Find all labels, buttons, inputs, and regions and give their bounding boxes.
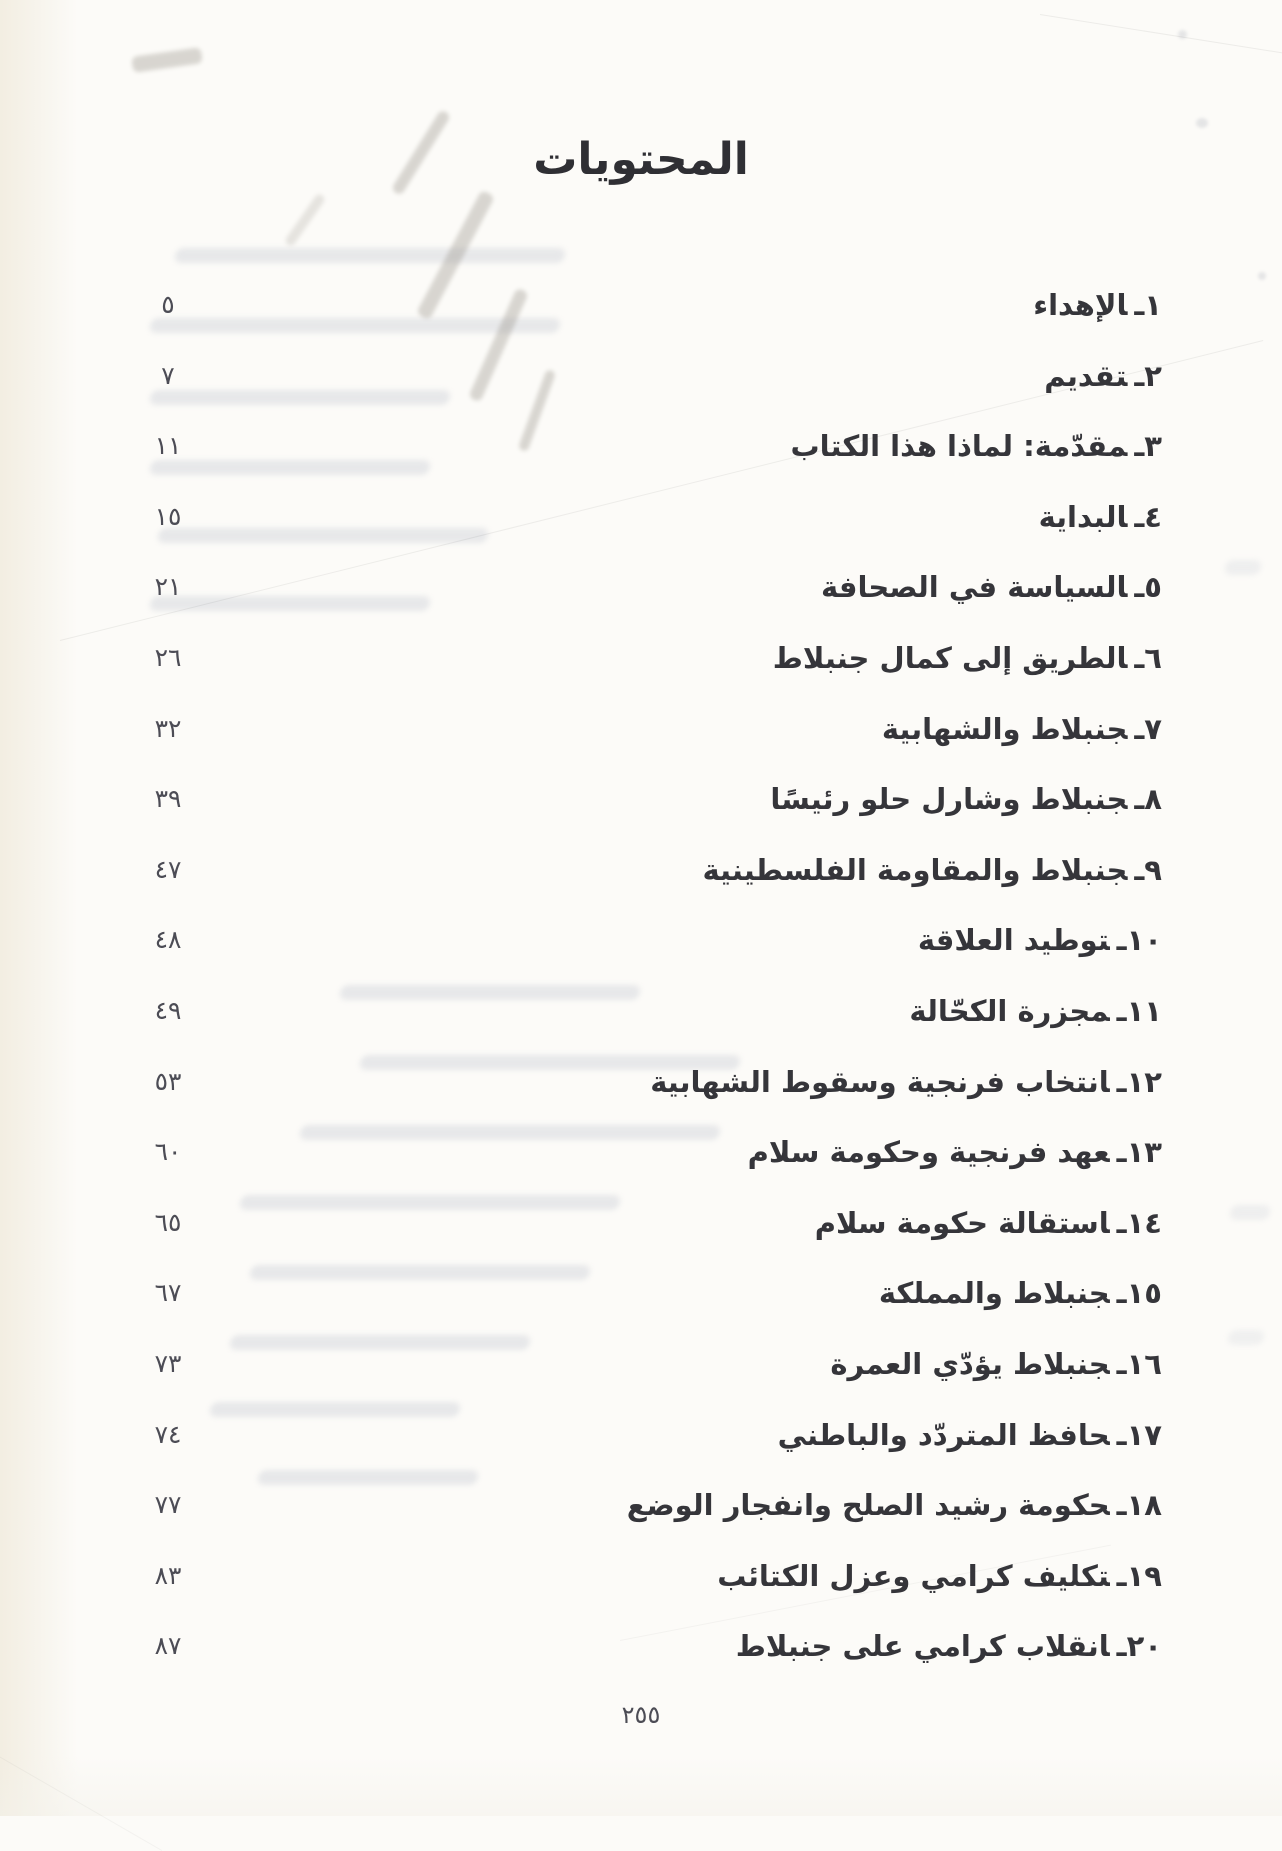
toc-row — [0, 918, 1282, 962]
toc-entry — [650, 1060, 1162, 1104]
chapter-title: حكومة رشيد الصلح وانفجار الوضع — [626, 1488, 1110, 1523]
toc-row — [0, 1130, 1282, 1174]
toc-row — [0, 1201, 1282, 1245]
chapter-title: البداية — [1038, 499, 1128, 534]
toc-entry — [815, 1201, 1162, 1245]
chapter-title: جنبلاط وشارل حلو رئيسًا — [770, 782, 1128, 817]
toc-row — [0, 1413, 1282, 1457]
toc-entry — [1044, 354, 1162, 398]
toc-row — [0, 636, 1282, 680]
chapter-number: ٣ـ — [1134, 429, 1162, 464]
toc-row — [0, 424, 1282, 468]
chapter-title: مجزرة الكحّالة — [909, 994, 1110, 1028]
chapter-number: ٦ـ — [1134, 641, 1162, 675]
page-number: ٣٢ — [154, 713, 182, 743]
chapter-number: ١٢ـ — [1116, 1064, 1162, 1099]
toc-entry — [717, 1554, 1162, 1598]
toc-entry — [748, 1130, 1162, 1174]
chapter-number: ٨ـ — [1134, 782, 1162, 817]
toc-row — [0, 565, 1282, 609]
chapter-number: ٥ـ — [1134, 570, 1162, 605]
toc-entry — [1033, 283, 1162, 327]
page-number: ٣٩ — [154, 784, 182, 814]
toc-row — [0, 777, 1282, 821]
scan-speck — [1196, 118, 1208, 128]
page-number: ٧ — [161, 360, 175, 390]
page-number: ٦٥ — [154, 1207, 182, 1237]
toc-row — [0, 707, 1282, 751]
page-number: ٥٣ — [154, 1066, 182, 1096]
toc-row — [0, 989, 1282, 1033]
chapter-title: جنبلاط والمقاومة الفلسطينية — [702, 852, 1128, 887]
chapter-title: مقدّمة: لماذا هذا الكتاب — [790, 429, 1128, 464]
page-number: ٦٠ — [154, 1137, 182, 1167]
chapter-number: ١٤ـ — [1116, 1205, 1162, 1240]
chapter-number: ١٣ـ — [1116, 1135, 1162, 1170]
toc-entry — [918, 918, 1162, 962]
chapter-number: ١٠ـ — [1116, 923, 1162, 958]
pencil-smudge — [284, 193, 327, 248]
chapter-number: ١٥ـ — [1116, 1276, 1162, 1311]
toc-entry — [770, 777, 1162, 821]
page-number: ٤٧ — [154, 854, 182, 884]
chapter-number: ٩ـ — [1134, 852, 1162, 887]
chapter-title: حافظ المتردّد والباطني — [777, 1417, 1110, 1452]
chapter-number: ١٨ـ — [1116, 1488, 1162, 1523]
page-number: ٢١ — [154, 572, 182, 602]
scan-speck — [1258, 272, 1266, 280]
toc-row — [0, 1342, 1282, 1386]
toc-row — [0, 848, 1282, 892]
chapter-number: ٤ـ — [1134, 499, 1162, 534]
page-number: ٤٩ — [154, 996, 182, 1025]
toc-row — [0, 1483, 1282, 1527]
page-title: المحتويات — [533, 134, 749, 185]
page-number: ٥ — [161, 290, 175, 319]
chapter-title: توطيد العلاقة — [917, 923, 1110, 958]
chapter-title: السياسة في الصحافة — [820, 570, 1128, 605]
chapter-number: ٢٠ـ — [1116, 1629, 1162, 1664]
chapter-title: عهد فرنجية وحكومة سلام — [747, 1135, 1110, 1170]
chapter-number: ١ـ — [1134, 288, 1162, 322]
chapter-title: انتخاب فرنجية وسقوط الشهابية — [650, 1064, 1110, 1099]
page-number: ٦٧ — [154, 1278, 182, 1308]
page-number: ٧٣ — [154, 1349, 182, 1378]
toc-entry — [627, 1483, 1162, 1527]
chapter-title: تكليف كرامي وعزل الكتائب — [717, 1558, 1110, 1593]
page-number: ١١ — [154, 431, 182, 461]
bleedthrough-artifact — [174, 248, 566, 263]
page-number: ٨٧ — [154, 1631, 182, 1661]
toc-entry — [879, 1271, 1162, 1315]
toc-row — [0, 1271, 1282, 1315]
toc-entry — [790, 424, 1162, 468]
chapter-number: ١٧ـ — [1116, 1417, 1162, 1452]
toc-entry — [702, 848, 1162, 892]
toc-entry — [909, 989, 1162, 1033]
page-number: ٢٦ — [154, 643, 182, 672]
toc-row — [0, 495, 1282, 539]
page-number: ١٥ — [154, 501, 182, 531]
chapter-title: تقديم — [1044, 358, 1128, 393]
chapter-number: ٢ـ — [1134, 358, 1162, 393]
chapter-title: جنبلاط يؤدّي العمرة — [830, 1347, 1110, 1381]
chapter-number: ١٩ـ — [1116, 1558, 1162, 1593]
paper-bottom-shading — [0, 1756, 1282, 1816]
toc-entry — [830, 1342, 1162, 1386]
toc-entry — [821, 565, 1162, 609]
chapter-number: ٧ـ — [1134, 711, 1162, 746]
toc-entry — [778, 1413, 1162, 1457]
toc-row — [0, 1060, 1282, 1104]
chapter-title: استقالة حكومة سلام — [814, 1205, 1110, 1240]
toc-entry — [736, 1624, 1162, 1668]
toc-row — [0, 1554, 1282, 1598]
page-number: ٨٣ — [154, 1560, 182, 1590]
chapter-title: جنبلاط والشهابية — [881, 711, 1128, 746]
toc-row — [0, 283, 1282, 327]
footer-page-number: ٢٥٥ — [621, 1701, 661, 1729]
paper-crease — [1040, 14, 1282, 54]
toc-entry — [773, 636, 1162, 680]
chapter-title: الإهداء — [1033, 288, 1128, 322]
chapter-title: الطريق إلى كمال جنبلاط — [772, 641, 1128, 675]
toc-entry — [1039, 495, 1162, 539]
toc-row — [0, 354, 1282, 398]
chapter-title: انقلاب كرامي على جنبلاط — [735, 1629, 1110, 1664]
pencil-smudge — [131, 47, 203, 73]
chapter-number: ١٦ـ — [1116, 1347, 1162, 1381]
chapter-number: ١١ـ — [1116, 994, 1162, 1028]
toc-row — [0, 1624, 1282, 1668]
page-number: ٧٤ — [154, 1419, 182, 1449]
page-number: ٧٧ — [154, 1490, 182, 1520]
chapter-title: جنبلاط والمملكة — [878, 1276, 1110, 1311]
page-number: ٤٨ — [154, 925, 182, 955]
paper-edge-shading — [0, 0, 78, 1816]
toc-entry — [882, 707, 1162, 751]
